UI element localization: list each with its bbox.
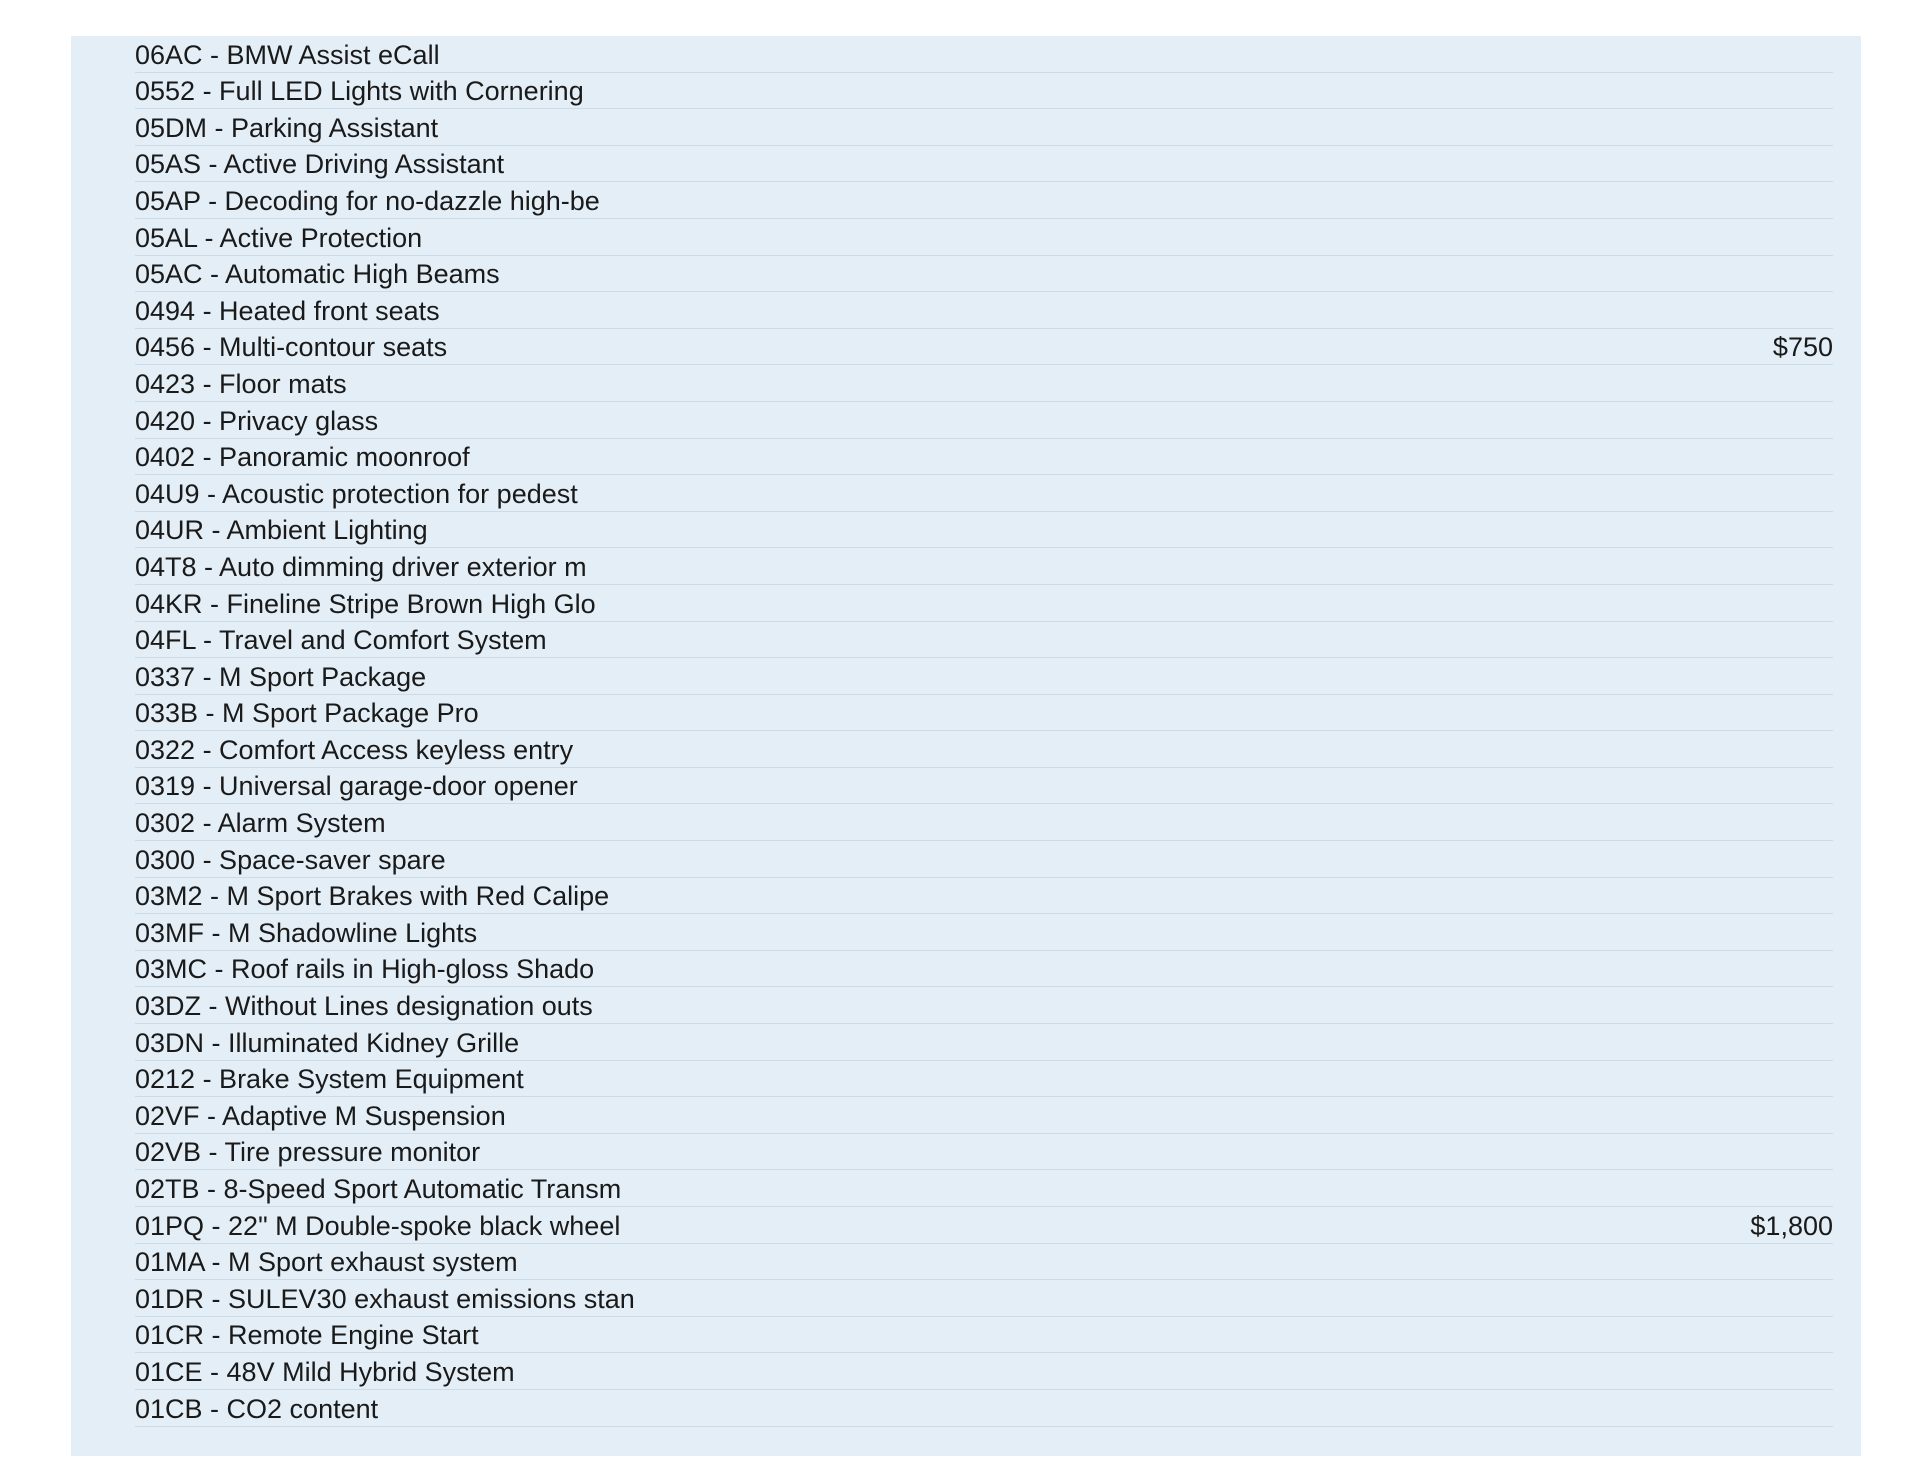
option-row: [135, 146, 1833, 183]
option-row: [135, 914, 1833, 951]
option-label: 0402 - Panoramic moonroof: [135, 442, 470, 473]
option-label: 02TB - 8-Speed Sport Automatic Transm: [135, 1174, 622, 1204]
option-row: [135, 512, 1833, 549]
option-row: [135, 658, 1833, 695]
option-label: 03MF - M Shadowline Lights: [135, 917, 478, 948]
option-row: [135, 292, 1833, 329]
option-label: 0319 - Universal garage-door opener: [135, 771, 578, 802]
option-row: [135, 548, 1833, 585]
option-row: [135, 36, 1833, 73]
option-row: [135, 1390, 1833, 1427]
option-label: 05AP - Decoding for no-dazzle high-be: [135, 185, 600, 216]
option-row: [135, 768, 1833, 805]
option-row: [135, 695, 1833, 732]
option-row: [135, 1353, 1833, 1390]
option-row: [135, 1244, 1833, 1281]
option-label: 04T8 - Auto dimming driver exterior m: [135, 551, 587, 582]
option-row: [135, 1024, 1833, 1061]
option-row: [135, 987, 1833, 1024]
option-label: 01CE - 48V Mild Hybrid System: [135, 1356, 515, 1387]
option-label: 01CB - CO2 content: [135, 1393, 379, 1424]
option-row: [135, 402, 1833, 439]
options-panel: [71, 36, 1861, 1456]
option-row: [135, 1207, 1833, 1244]
option-label: 02VF - Adaptive M Suspension: [135, 1100, 506, 1131]
option-row: [135, 1170, 1833, 1207]
option-label: 03M2 - M Sport Brakes with Red Calipe: [135, 881, 610, 912]
option-label: 05AC - Automatic High Beams: [135, 259, 500, 290]
option-label: 05AS - Active Driving Assistant: [135, 149, 505, 180]
option-label: 0456 - Multi-contour seats: [135, 332, 448, 363]
option-row: [135, 841, 1833, 878]
option-row: [135, 585, 1833, 622]
option-label: 0337 - M Sport Package: [135, 661, 427, 692]
option-row: [135, 73, 1833, 110]
option-label: 03DZ - Without Lines designation outs: [135, 991, 593, 1022]
option-label: 01CR - Remote Engine Start: [135, 1320, 479, 1351]
option-label: 033B - M Sport Package Pro: [135, 698, 479, 729]
option-label: 04U9 - Acoustic protection for pedest: [135, 478, 578, 509]
option-row: [135, 329, 1833, 366]
option-row: [135, 731, 1833, 768]
option-row: [135, 182, 1833, 219]
option-row: [135, 256, 1833, 293]
option-label: 01PQ - 22" M Double-spoke black wheel: [135, 1210, 621, 1241]
option-row: [135, 1134, 1833, 1171]
option-row: [135, 804, 1833, 841]
option-label: 06AC - BMW Assist eCall: [135, 39, 440, 70]
option-label: 04UR - Ambient Lighting: [135, 515, 428, 546]
option-row: [135, 109, 1833, 146]
option-label: 04KR - Fineline Stripe Brown High Glo: [135, 588, 596, 619]
option-label: 0322 - Comfort Access keyless entry: [135, 734, 574, 765]
option-row: [135, 365, 1833, 402]
option-row: [135, 622, 1833, 659]
option-label: 01MA - M Sport exhaust system: [135, 1247, 518, 1278]
option-row: [135, 475, 1833, 512]
option-row: [135, 1280, 1833, 1317]
option-label: 05AL - Active Protection: [135, 222, 423, 253]
option-label: 0420 - Privacy glass: [135, 405, 379, 436]
option-label: 0212 - Brake System Equipment: [135, 1064, 524, 1095]
option-label: 03MC - Roof rails in High-gloss Shado: [135, 954, 595, 985]
option-label: 0300 - Space-saver spare: [135, 844, 446, 875]
option-label: 04FL - Travel and Comfort System: [135, 625, 547, 656]
option-row: [135, 1061, 1833, 1098]
option-row: [135, 1097, 1833, 1134]
option-row: [135, 878, 1833, 915]
option-row: [135, 219, 1833, 256]
option-label: 0494 - Heated front seats: [135, 295, 440, 326]
option-list: [135, 36, 1833, 1427]
option-label: 0423 - Floor mats: [135, 368, 347, 399]
option-label: 0552 - Full LED Lights with Cornering: [135, 76, 584, 107]
option-price: $750: [1772, 332, 1833, 363]
option-label: 01DR - SULEV30 exhaust emissions stan: [135, 1283, 635, 1314]
option-label: 0302 - Alarm System: [135, 808, 386, 839]
option-row: [135, 1317, 1833, 1354]
option-row: [135, 951, 1833, 988]
option-price: $1,800: [1750, 1210, 1833, 1241]
option-label: 03DN - Illuminated Kidney Grille: [135, 1027, 520, 1058]
option-row: [135, 439, 1833, 476]
option-label: 02VB - Tire pressure monitor: [135, 1137, 481, 1168]
option-label: 05DM - Parking Assistant: [135, 112, 439, 143]
